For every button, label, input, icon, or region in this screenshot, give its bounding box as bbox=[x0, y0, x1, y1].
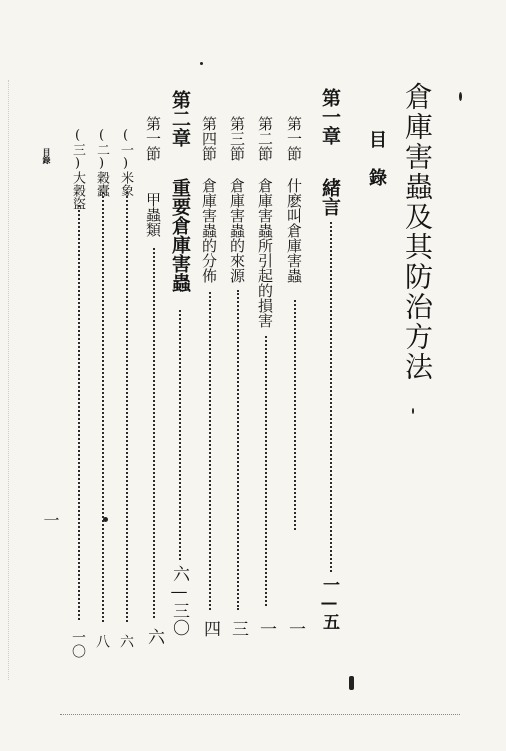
item-rice-weevil-leader bbox=[126, 192, 128, 622]
chapter-1-pages: 一—五 bbox=[319, 576, 339, 630]
section-1-4-label: 第四節 bbox=[200, 116, 218, 161]
section-2-1-leader bbox=[153, 248, 155, 618]
section-1-1-title: 什麽叫倉庫害蟲 bbox=[285, 178, 303, 283]
section-1-2-page: 一 bbox=[256, 620, 276, 637]
scan-speck bbox=[412, 408, 414, 414]
chapter-1-leader bbox=[330, 222, 332, 572]
chapter-2-title: 重要倉庫害蟲 bbox=[169, 178, 191, 292]
section-1-3-title: 倉庫害蟲的來源 bbox=[228, 178, 246, 283]
toc-heading: 目錄 bbox=[366, 130, 387, 206]
section-1-3-label: 第三節 bbox=[228, 116, 246, 161]
scan-bottom-edge bbox=[60, 714, 460, 715]
chapter-1-title: 緒言 bbox=[319, 178, 341, 216]
section-1-1-label: 第一節 bbox=[285, 116, 303, 161]
scan-speck bbox=[459, 92, 462, 101]
item-grain-borer-leader bbox=[102, 192, 104, 622]
item-cadelle: (三)大穀盜 bbox=[70, 128, 85, 210]
chapter-2-label: 第二章 bbox=[169, 90, 191, 147]
section-2-1-page: 六 bbox=[144, 628, 164, 645]
item-rice-weevil-page: 六 bbox=[118, 634, 134, 648]
folio-number: 一 bbox=[41, 512, 60, 528]
section-1-2-title: 倉庫害蟲所引起的損害 bbox=[256, 178, 274, 328]
section-1-3-leader bbox=[237, 290, 239, 610]
section-1-2-label: 第二節 bbox=[256, 116, 274, 161]
item-cadelle-leader bbox=[78, 205, 80, 620]
item-grain-borer-page: 八 bbox=[94, 634, 110, 648]
chapter-2-leader bbox=[179, 310, 181, 560]
book-title: 倉庫害蟲及其防治方法 bbox=[401, 82, 434, 382]
item-cadelle-page: 一〇 bbox=[70, 630, 86, 658]
section-1-4-leader bbox=[209, 292, 211, 610]
chapter-2-pages: 六—三〇 bbox=[169, 565, 189, 636]
section-1-3-page: 三 bbox=[228, 620, 248, 637]
margin-label: 目錄 bbox=[42, 148, 52, 164]
scan-speck bbox=[200, 62, 203, 65]
section-1-1-leader bbox=[294, 300, 296, 530]
scan-speck bbox=[349, 676, 354, 690]
section-1-1-page: 一 bbox=[285, 620, 305, 637]
section-2-1-title: 甲蟲類 bbox=[144, 192, 162, 237]
item-rice-weevil: (一)米象 bbox=[118, 128, 133, 197]
section-1-2-leader bbox=[265, 336, 267, 606]
page-edge-shadow bbox=[8, 80, 9, 680]
scan-speck bbox=[103, 517, 108, 522]
item-grain-borer: (二)穀蠹 bbox=[94, 128, 109, 197]
chapter-1-label: 第一章 bbox=[319, 88, 341, 145]
section-2-1-label: 第一節 bbox=[144, 116, 162, 161]
section-1-4-title: 倉庫害蟲的分佈 bbox=[200, 178, 218, 283]
section-1-4-page: 四 bbox=[200, 620, 220, 637]
